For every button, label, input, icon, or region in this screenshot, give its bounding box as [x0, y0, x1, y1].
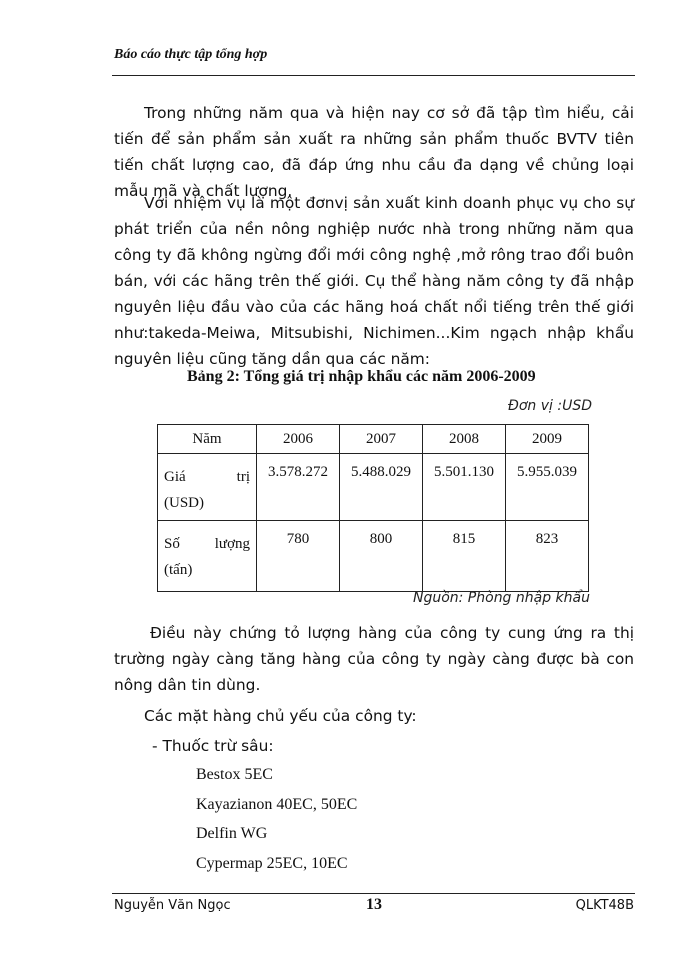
products-category: - Thuốc trừ sâu: — [152, 737, 274, 755]
table-cell: 5.501.130 — [423, 454, 506, 521]
footer-author: Nguyễn Văn Ngọc — [114, 898, 231, 913]
table-cell: 5.955.039 — [506, 454, 589, 521]
table-cell: 780 — [257, 521, 340, 592]
table-source-note: Nguồn: Phòng nhập khẩu — [412, 590, 590, 606]
import-value-table — [157, 424, 589, 592]
product-item: Bestox 5EC — [196, 766, 273, 783]
table-row — [158, 454, 589, 521]
footer-divider — [112, 893, 635, 894]
header-divider — [112, 75, 635, 76]
table-header-cell: 2008 — [423, 425, 506, 454]
table-row — [158, 521, 589, 592]
product-item: Delfin WG — [196, 825, 268, 842]
table-caption: Bảng 2: Tổng giá trị nhập khẩu các năm 2006-2009 — [187, 368, 536, 385]
page-number: 13 — [366, 896, 382, 913]
page-header-title: Báo cáo thực tập tổng hợp — [114, 47, 268, 62]
table-cell: 3.578.272 — [257, 454, 340, 521]
table-cell: 5.488.029 — [340, 454, 423, 521]
table-cell: 823 — [506, 521, 589, 592]
paragraph-mission: Với nhiệm vụ là một đơnvị sản xuất kinh doanh phục vụ cho sự phát triển của nền nông nghiệp nước nhà trong những năm qua công ty đã không ngừng đổi mới công nghệ ,mở rông trao đổi buôn bán, với các hãng trên thế giới. Cụ thể hàng năm công ty đã nhập nguyên liệu đầu vào của các hãng hoá chất nổi tiếng trên thế giới như:takeda-Meiwa, Mitsubishi, Nichimen...Kim ngạch nhập khẩu nguyên liệu cũng tăng dần qua các năm: — [114, 194, 634, 368]
products-intro: Các mặt hàng chủ yếu của công ty: — [144, 707, 417, 725]
product-item: Kayazianon 40EC, 50EC — [196, 796, 358, 813]
footer-class-code: QLKT48B — [575, 898, 634, 913]
table-header-cell: 2009 — [506, 425, 589, 454]
table-header-row — [158, 425, 589, 454]
product-item: Cypermap 25EC, 10EC — [196, 855, 348, 872]
paragraph-intro: Trong những năm qua và hiện nay cơ sở đã tập tìm hiểu, cải tiến để sản phẩm sản xuất ra những sản phẩm thuốc BVTV tiên tiến chất lượng cao, đã đáp ứng nhu cầu đa dạng về chủng loại mẫu mã và chất lượng. — [114, 104, 634, 200]
table-header-cell: Năm — [158, 425, 257, 454]
table-cell: 800 — [340, 521, 423, 592]
table-header-cell: 2007 — [340, 425, 423, 454]
row-label-quantity: Số lượng (tấn) — [158, 521, 257, 592]
table-cell: 815 — [423, 521, 506, 592]
table-header-cell: 2006 — [257, 425, 340, 454]
table-unit-note: Đơn vị :USD — [508, 398, 592, 414]
row-label-value: Giá trị (USD) — [158, 454, 257, 521]
paragraph-conclusion: Điều này chứng tỏ lượng hàng của công ty cung ứng ra thị trường ngày càng tăng hàng của công ty ngày càng được bà con nông dân tin dùng. — [114, 624, 634, 694]
